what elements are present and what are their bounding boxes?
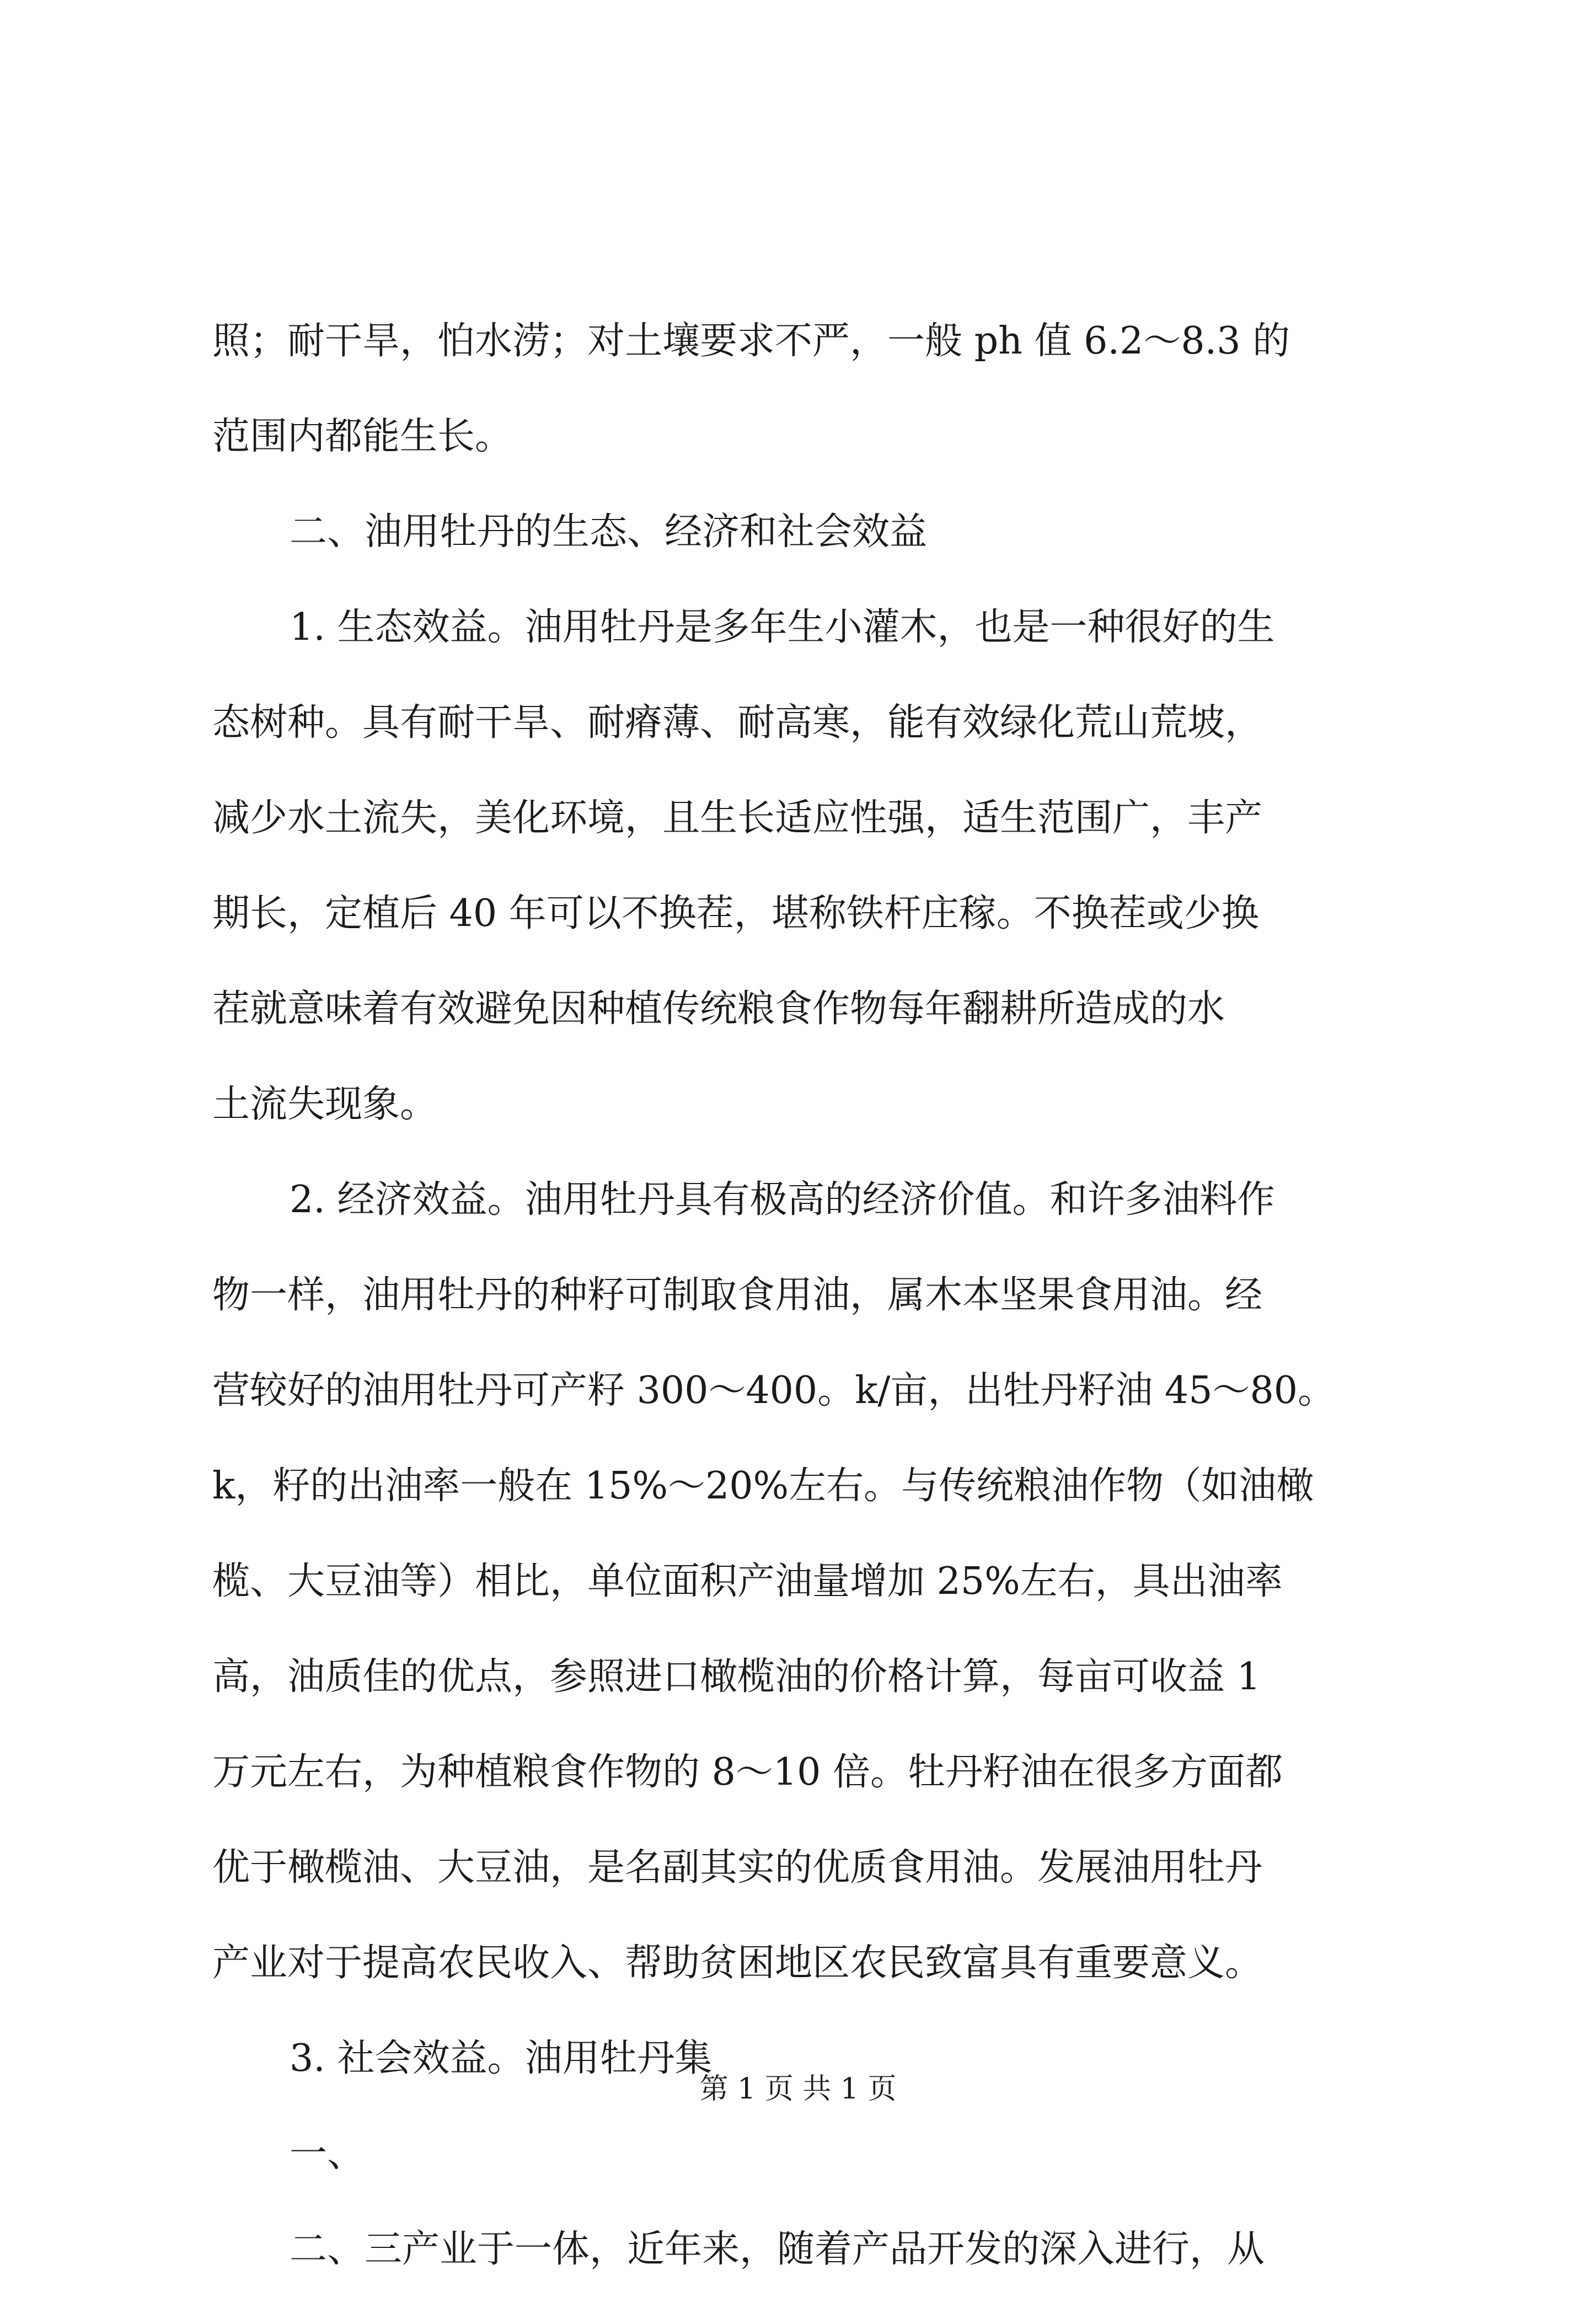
text-line: 减少水土流失，美化环境，且生长适应性强，适生范围广，丰产 (212, 796, 1263, 840)
text-line: 榄、大豆油等）相比，单位面积产油量增加 25%左右，具出油率 (212, 1560, 1283, 1603)
text-line: 土流失现象。 (212, 1083, 438, 1126)
text-line: 营较好的油用牡丹可产籽 300～400。k/亩，出牡丹籽油 45～80。 (212, 1369, 1335, 1412)
text-line: 二、三产业于一体，近年来，随着产品开发的深入进行，从 (290, 2228, 1265, 2271)
text-line: 物一样，油用牡丹的种籽可制取食用油，属木本坚果食用油。经 (212, 1273, 1263, 1317)
text-line: 产业对于提高农民收入、帮助贫困地区农民致富具有重要意义。 (212, 1941, 1263, 1985)
text-line: k，籽的出油率一般在 15%～20%左右。与传统粮油作物（如油橄 (212, 1464, 1314, 1508)
text-line: 3. 社会效益。油用牡丹集 (290, 2037, 713, 2080)
text-line: 态树种。具有耐干旱、耐瘠薄、耐高寒，能有效绿化荒山荒坡， (212, 701, 1263, 745)
text-line: 期长，定植后 40 年可以不换茬，堪称铁杆庄稼。不换茬或少换 (212, 892, 1259, 935)
page-footer: 第 1 页 共 1 页 (699, 2073, 897, 2106)
text-line: 高，油质佳的优点，参照进口橄榄油的价格计算，每亩可收益 1 (212, 1655, 1261, 1699)
text-line: 万元左右，为种植粮食作物的 8～10 倍。牡丹籽油在很多方面都 (212, 1750, 1283, 1794)
text-line: 照；耐干旱，怕水涝；对土壤要求不严，一般 ph 值 6.2～8.3 的 (212, 319, 1290, 363)
text-line: 优于橄榄油、大豆油，是名副其实的优质食用油。发展油用牡丹 (212, 1846, 1263, 1889)
text-line: 范围内都能生长。 (212, 415, 513, 458)
text-line: 茬就意味着有效避免因种植传统粮食作物每年翻耕所造成的水 (212, 987, 1225, 1031)
text-line: 2. 经济效益。油用牡丹具有极高的经济价值。和许多油料作 (290, 1178, 1275, 1222)
section-heading: 二、油用牡丹的生态、经济和社会效益 (290, 510, 928, 554)
text-line: 一、 (290, 2132, 365, 2176)
text-line: 1. 生态效益。油用牡丹是多年生小灌木，也是一种很好的生 (290, 606, 1275, 649)
body-text (212, 293, 1393, 2297)
